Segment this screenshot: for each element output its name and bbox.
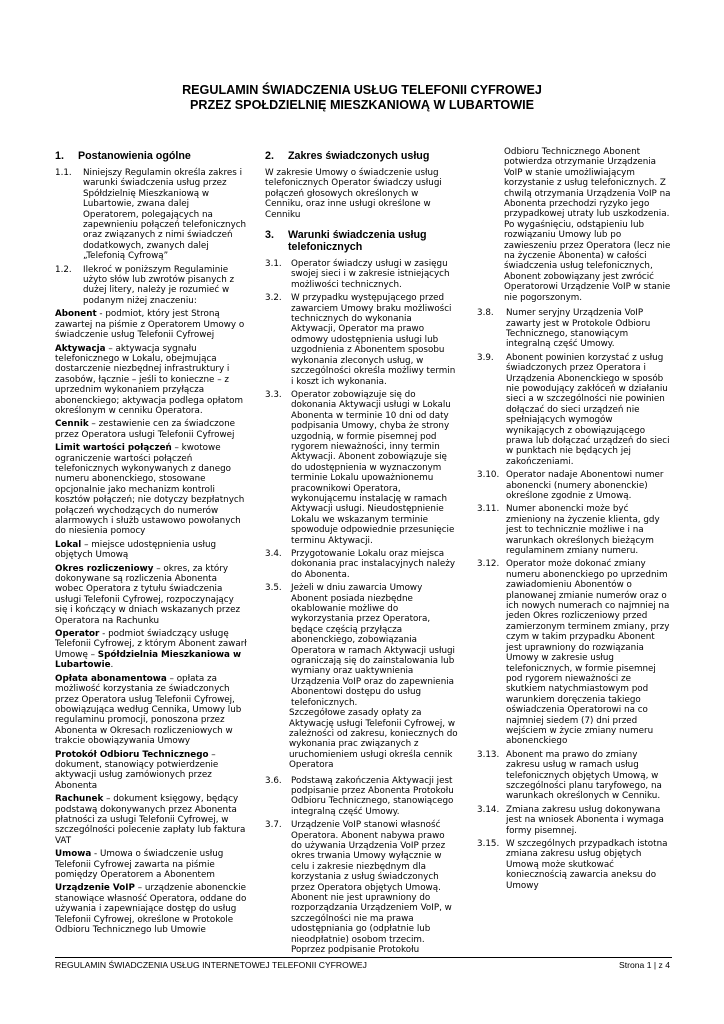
definition-text: - Umowa o świadczenie usług Telefonii Cyfrowej zawarta na piśmie pomiędzy Operatorem a Abonentem (55, 849, 224, 880)
item-number: 1.1. (55, 168, 72, 178)
document-title-line1: REGULAMIN ŚWIADCZENIA USŁUG TELEFONII CYFROWEJ (182, 83, 542, 97)
section-3-heading (265, 229, 458, 253)
list-item (477, 559, 672, 746)
page-total: 4 (665, 960, 670, 970)
page-current: 1 (646, 960, 652, 970)
definition-term: Abonent (55, 309, 97, 320)
item-text: Numer abonencki może być zmieniony na życzenie klienta, gdy jest to technicznie możliwe i na warunkach określonych bieżącym regulaminem zmiany numeru. (506, 504, 660, 557)
item-number: 3.13. (477, 749, 500, 760)
section-1-heading (55, 150, 247, 162)
definition-term: Protokół Odbioru Technicznego (55, 749, 209, 760)
definition-term: Limit wartości połączeń (55, 443, 172, 454)
list-item (477, 353, 672, 467)
definition-text: – urządzenie abonenckie stanowiące własność Operatora, oddane do używania i zapewniające dostęp do usług Telefonii Cyfrowej, określone w Protokole Odbioru Technicznego lub Umowie (55, 883, 247, 936)
item-text: Operator świadczy usługi w zasięgu swojej sieci i w zakresie istniejących możliwości technicznych. (291, 259, 450, 290)
definition-text: . (110, 660, 114, 671)
item-text: Abonent ma prawo do zmiany zakresu usług w ramach usług telefonicznych objętych Umową, w szczególności planu taryfowego, na warunkach określonych w Cenniku. (506, 749, 662, 802)
item-number: 3.15. (477, 839, 500, 849)
list-item (477, 504, 672, 556)
item-number: 3.6. (265, 775, 282, 786)
list-item (477, 308, 672, 350)
list-item (265, 259, 458, 290)
item-text: Niniejszy Regulamin określa zakres i warunki świadczenia usług przez Spółdzielnię Mieszkaniową w Lubartowie, zwana dalej Operatorem, polegających na zapewnieniu połączeń telefonicznych oraz związanych z nimi świadczeń dodatkowych, zwanych dalej „Telefonią Cyfrową” (83, 168, 247, 262)
column-3 (477, 147, 672, 894)
definition-text: – aktywacja sygnału telefonicznego w Lokalu, obejmująca dostarczenie niezbędnej infrastruktury i zasobów, łącznie – jeśli to konieczne – z uprzednim wykonaniem przyłącza abonenckiego; aktywacja podlega opłatom określonym w cenniku Operatora. (55, 343, 244, 416)
item-text: W przypadku występującego przed zawarciem Umowy braku możliwości technicznych do wykonania Aktywacji, Operator ma prawo odmowy udostępnienia usługi lub uzgodnienia z Abonentem sposobu wykonania zleconych usług, w szczególności określa możliwy termin i koszt ich wykonania. (291, 293, 456, 387)
item-number: 3.5. (265, 583, 282, 594)
definition-term: Operator (55, 629, 100, 640)
item-number: 3.12. (477, 559, 500, 570)
footer-document-name: REGULAMIN ŚWIADCZENIA USŁUG INTERNETOWEJ TELEFONII CYFROWEJ (55, 960, 367, 970)
item-number: 3.9. (477, 352, 494, 363)
column-1 (55, 150, 247, 938)
section-title: Zakres świadczonych usług (288, 150, 430, 162)
definition (55, 794, 247, 846)
definition-term: Urządzenie VoIP (55, 883, 135, 894)
item-number: 3.11. (477, 504, 500, 515)
item-text: Numer seryjny Urządzenia VoIP zawarty jest w Protokole Odbioru Technicznego, stanowiącym integralną część Umowy. (506, 308, 651, 350)
section-title: Warunki świadczenia usług telefonicznych (288, 229, 427, 254)
list-item (55, 265, 247, 307)
definition-text: – dokument księgowy, będący podstawą dokonywanych przez Abonenta płatności za usługi Telefonii Cyfrowej, w szczególności polecenie zapłaty lub faktura VAT (55, 794, 246, 846)
item-text: Operator zobowiązuje się do dokonania Aktywacji usługi w Lokalu Abonenta w terminie 10 dni od daty podpisania Umowy, chyba że strony uzgodnią, w formie pisemnej pod rygorem nieważności, inny termin Aktywacji. Abonent zobowiązuje się do udostępnienia w wyznaczonym terminie Lokalu upoważnionemu pracownikowi Operatora, wykonującemu instalację w ramach Aktywacji usługi. Nieudostępnienie Lokalu we wskazanym terminie spowoduje odpowiednie przesunięcie terminu Aktywacji. (291, 389, 455, 546)
definition-term: Spółdzielnia Mieszkaniowa w Lubartowie (55, 649, 242, 671)
definition-term: Umowa (55, 849, 92, 860)
item-number: 3.2. (265, 293, 282, 304)
page-footer (55, 957, 672, 970)
list-item (55, 168, 247, 262)
list-item (265, 390, 458, 546)
item-number: 3.1. (265, 259, 282, 270)
definition-text: – okres, za który dokonywane są rozliczenia Abonenta wobec Operatora z tytułu świadczenia usługi Telefonii Cyfrowej, rozpoczynający się i kończący w dniach wskazanych przez Operatora na Rachunku (55, 563, 241, 626)
item-number: 3.7. (265, 820, 282, 831)
definition-term: Lokal (55, 539, 82, 550)
definition (55, 849, 247, 880)
definition (55, 540, 247, 561)
item-text: W szczególnych przypadkach istotna zmiana zakresu usług objętych Umową może skutkować koniecznością zawarcia aneksu do Umowy (506, 839, 668, 891)
item-text: Abonent powinien korzystać z usług świadczonych przez Operatora i Urządzenia Abonenckiego w sposób nie powodujący zakłóceń w działaniu sieci a w szczególności nie powinien dołączać do sieci urządzeń nie spełniających wymogów wynikających z obowiązującego prawa lub dołączać urządzeń do sieci w punktach nie będących jej zakończeniami. (506, 352, 670, 467)
document-title (0, 83, 724, 113)
column-2 (265, 150, 458, 958)
list-item (477, 470, 672, 501)
list-item (265, 293, 458, 387)
item-text: Urządzenie VoIP stanowi własność Operatora. Abonent nabywa prawo do używania Urządzenia VoIP przez okres trwania Umowy wyłącznie w celu i zakresie niezbędnym dla korzystania z usług świadczonych przez Operatora objętych Umową. Abonent nie jest uprawniony do rozporządzania Urządzeniem VoIP, w szczególności nie ma prawa udostępniania go (odpłatnie lub nieodpłatnie) osobom trzecim. Poprzez podpisanie Protokołu (291, 820, 452, 956)
item-text: Przygotowanie Lokalu oraz miejsca dokonania prac instalacyjnych należy do Abonenta. (291, 549, 456, 580)
item-number: 1.2. (55, 264, 72, 275)
list-item (265, 583, 458, 708)
section-2-text: W zakresie Umowy o świadczenie usług telefonicznych Operator świadczy usługi połączeń głosowych określonych w Cenniku, oraz inne usługi określone w Cenniku (265, 168, 442, 220)
item-text: Ilekroć w poniższym Regulaminie użyto słów lub zwrotów pisanych z dużej litery, należy je rozumieć w podanym niżej znaczeniu: (83, 264, 235, 306)
definition-text: – zestawienie cen za świadczone przez Operatora usługi Telefonii Cyfrowej (55, 419, 236, 440)
definition-text: - podmiot, który jest Stroną zawartej na piśmie z Operatorem Umowy o świadczenie usług Telefonii Cyfrowej (55, 309, 245, 341)
definition (55, 674, 247, 747)
item-text: Jeżeli w dniu zawarcia Umowy Abonent posiada niezbędne okablowanie możliwe do wykorzystania przez Operatora, będące częścią przyłącza abonenckiego, zobowiązania Operatora w ramach Aktywacji usługi ograniczają się do zainstalowania lub wymiany oraz uaktywnienia Urządzenia VoIP oraz do zapewnienia Abonentowi dostępu do usług telefonicznych. (291, 583, 455, 708)
section-number: 2. (265, 150, 274, 162)
item-continuation: Szczegółowe zasady opłaty za Aktywację usługi Telefonii Cyfrowej, w zależności od zakresu, koniecznych do wykonania prac związanych z uruchomieniem usługi określa cennik Operatora (289, 708, 458, 771)
definition (55, 309, 247, 340)
item-text: Podstawą zakończenia Aktywacji jest podpisanie przez Abonenta Protokołu Odbioru Technicznego, stanowiącego integralną część Umowy. (291, 775, 454, 817)
definition-text: – dokument, stanowiący potwierdzenie aktywacji usług zamówionych przez Abonenta (55, 749, 219, 791)
list-item (477, 750, 672, 802)
definition (55, 629, 247, 671)
item-text: Zmiana zakresu usług dokonywana jest na wniosek Abonenta i wymaga formy pisemnej. (506, 804, 664, 836)
page-label: Strona (619, 960, 645, 970)
item-text: Operator nadaje Abonentowi numer abonencki (numery abonenckie) określone zgodnie z Umową. (506, 470, 664, 501)
item-number: 3.14. (477, 804, 500, 815)
list-item (477, 805, 672, 836)
definition (55, 344, 247, 417)
definition (55, 564, 247, 626)
page-separator: z (658, 960, 663, 970)
page-number (619, 960, 670, 970)
item-number: 3.4. (265, 549, 282, 559)
definition-term: Cennik (55, 419, 89, 430)
list-item (477, 839, 672, 891)
definition-text: – miejsce udostępnienia usług objętych Umową (55, 539, 217, 561)
item-text: Operator może dokonać zmiany numeru abonenckiego po uprzednim zawiadomieniu Abonentów o planowanej zmianie numerów oraz o ich nowych numerach co najmniej na jeden Okres rozliczeniowy przed zamierzonym terminem zmiany, przy czym w takim przypadku Abonent jest uprawniony do rozwiązania Umowy w zakresie usług telefonicznych, w formie pisemnej pod rygorem nieważności ze skutkiem natychmiastowym pod warunkiem doręczenia takiego oświadczenia Operatorowi na co najmniej siedem (7) dni przed wejściem w życie zmiany numeru abonenckiego (506, 559, 670, 747)
item-number: 3.8. (477, 308, 494, 319)
section-2-heading (265, 150, 458, 162)
definition (55, 419, 247, 440)
list-item (265, 776, 458, 818)
document-title-line2: PRZEZ SPOŁDZIELNIĘ MIESZKANIOWĄ W LUBARTOWIE (190, 98, 534, 112)
item-number: 3.3. (265, 389, 282, 400)
definition-term: Okres rozliczeniowy (55, 563, 154, 574)
section-number: 1. (55, 150, 64, 162)
definition (55, 750, 247, 792)
definition-text: – opłata za możliwość korzystania ze świadczonych przez Operatora usług Telefonii Cyfrowej, obowiązująca według Cennika, Umowy lub regulaminu promocji, ponoszona przez Abonenta w Okresach rozliczeniowych w trakcie obowiązywania Umowy (55, 673, 242, 747)
item-number: 3.10. (477, 470, 500, 481)
definition (55, 443, 247, 537)
definition-term: Opłata abonamentowa (55, 673, 167, 684)
definition-text: - podmiot świadczący usługę Telefonii Cyfrowej, z którym Abonent zawarł Umowę – (55, 629, 247, 660)
list-item (265, 549, 458, 580)
definition-term: Rachunek (55, 794, 104, 805)
section-number: 3. (265, 229, 274, 242)
definition (55, 883, 247, 935)
definition-text: – kwotowe ograniczenie wartości połączeń telefonicznych wykonywanych z danego numeru abonenckiego, stosowane opcjonalnie jako mechanizm kontroli kosztów połączeń; nie dotyczy bezpłatnych połączeń wychodzących do numerów alarmowych i służb ustawowo powołanych do niesienia pomocy (55, 443, 245, 537)
section-title: Postanowienia ogólne (78, 150, 191, 162)
definition-term: Aktywacja (55, 343, 106, 354)
page-divider: | (653, 960, 657, 970)
list-item (265, 820, 458, 955)
item-continuation: Odbioru Technicznego Abonent potwierdza otrzymanie Urządzenia VoIP w stanie umożliwiającym korzystanie z usług telefonicznych. Z chwilą otrzymania Urządzenia VoIP na Abonenta przechodzi ryzyko jego przypadkowej utraty lub uszkodzenia. Po wygaśnięciu, odstąpieniu lub rozwiązaniu Umowy lub po zawieszeniu przez Operatora (lecz nie na życzenie Abonenta) w całości świadczenia usług telefonicznych, Abonent zobowiązany jest zwrócić Operatorowi Urządzenie VoIP w stanie nie pogorszonym. (504, 147, 671, 303)
